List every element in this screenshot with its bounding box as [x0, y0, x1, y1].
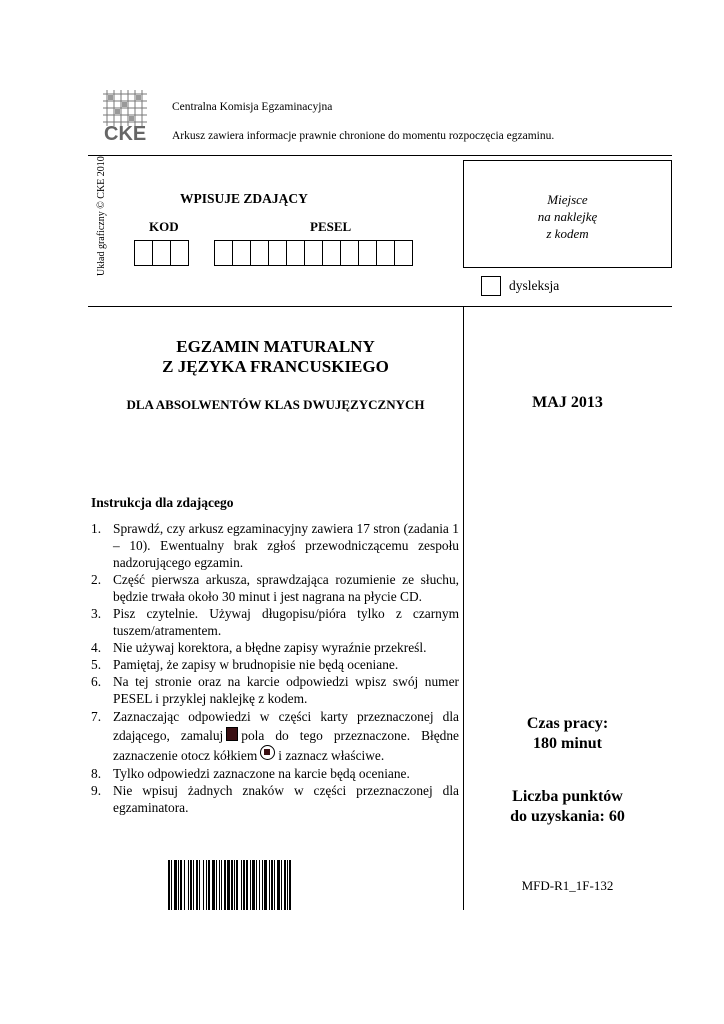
- pesel-box[interactable]: [286, 240, 305, 266]
- institution-name: Centralna Komisja Egzaminacyjna: [172, 101, 333, 113]
- barcode-bar: [284, 860, 286, 910]
- pesel-box[interactable]: [304, 240, 323, 266]
- max-points: [463, 787, 672, 827]
- pesel-box[interactable]: [250, 240, 269, 266]
- pesel-box[interactable]: [358, 240, 377, 266]
- barcode-bar: [250, 860, 251, 910]
- kod-boxes[interactable]: [135, 240, 189, 266]
- kod-box[interactable]: [152, 240, 171, 266]
- barcode-bar: [178, 860, 179, 910]
- barcode-bar: [193, 860, 194, 910]
- candidate-heading: WPISUJE ZDAJĄCY: [180, 191, 308, 206]
- instructions-heading: Instrukcja dla zdającego: [91, 495, 234, 510]
- middle-rule: [88, 306, 672, 307]
- barcode-bar: [212, 860, 215, 910]
- barcode-bar: [259, 860, 260, 910]
- barcode-bar: [174, 860, 177, 910]
- barcode-bar: [219, 860, 220, 910]
- barcode-bar: [269, 860, 270, 910]
- exam-title: [88, 337, 463, 377]
- barcode-bar: [262, 860, 263, 910]
- barcode-bar: [190, 860, 192, 910]
- top-rule: [88, 155, 672, 156]
- pesel-box[interactable]: [214, 240, 233, 266]
- barcode-bar: [203, 860, 204, 910]
- barcode-bar: [188, 860, 189, 910]
- instruction-item: 5. Pamiętaj, że zapisy w brudnopisie nie będą oceniane.: [91, 657, 399, 672]
- barcode-bar: [289, 860, 291, 910]
- kod-box[interactable]: [170, 240, 189, 266]
- barcode-bar: [236, 860, 238, 910]
- barcode-bar: [274, 860, 275, 910]
- barcode-bar: [208, 860, 210, 910]
- barcode-bar: [206, 860, 207, 910]
- confidential-notice: Arkusz zawiera informacje prawnie chronione do momentu rozpoczęcia egzaminu.: [172, 130, 555, 142]
- instruction-item: 8. Tylko odpowiedzi zaznaczone na karcie będą oceniane.: [91, 766, 410, 781]
- points-label: Liczba punktów: [512, 788, 623, 805]
- barcode-bar: [199, 860, 200, 910]
- barcode-bar: [196, 860, 198, 910]
- barcode-bar: [256, 860, 257, 910]
- barcode-bar: [224, 860, 226, 910]
- barcode-bar: [264, 860, 267, 910]
- dyslexia-label: dysleksja: [509, 278, 560, 293]
- barcode-bar: [216, 860, 217, 910]
- instruction-item: 1. Sprawdź, czy arkusz egzaminacyjny zawiera 17 stron (zadania 1 – 10). Ewentualny brak zgłoś przewodniczącemu zespołu nadzorującego egzamin.: [91, 521, 459, 570]
- sticker-line-2: na naklejkę: [537, 209, 598, 224]
- barcode-bar: [171, 860, 172, 910]
- pesel-box[interactable]: [322, 240, 341, 266]
- duration-value: 180 minut: [533, 735, 602, 752]
- pesel-box[interactable]: [394, 240, 413, 266]
- instruction-item: 3. Pisz czytelnie. Używaj długopisu/pióra tylko z czarnym tuszem/atramentem.: [91, 606, 459, 638]
- instruction-item: 7. Zaznaczając odpowiedzi w części karty przeznaczonej dla zdającego, zamaluj pola do tego przeznaczone. Błędne zaznaczenie otocz kółkiem i zaznacz właściwe.: [91, 709, 459, 763]
- circled-square-icon: [260, 745, 275, 760]
- graphic-layout-note: Układ graficzny © CKE 2010: [96, 156, 107, 276]
- points-value: do uzyskania: 60: [510, 808, 625, 825]
- barcode-bar: [241, 860, 242, 910]
- filled-square-icon: [226, 727, 238, 741]
- pesel-label: PESEL: [310, 219, 352, 234]
- exam-date: MAJ 2013: [532, 394, 603, 411]
- barcode-bar: [271, 860, 273, 910]
- instruction-item: 4. Nie używaj korektora, a błędne zapisy wyraźnie przekreśl.: [91, 640, 427, 655]
- barcode-bar: [277, 860, 280, 910]
- instruction-item: 6. Na tej stronie oraz na karcie odpowiedzi wpisz swój numer PESEL i przyklej naklejkę z kodem.: [91, 674, 459, 706]
- sticker-line-1: Miejsce: [547, 192, 588, 207]
- barcode-bar: [221, 860, 222, 910]
- barcode-bar: [168, 860, 170, 910]
- instructions-list: [91, 520, 459, 816]
- instruction-item: 2. Część pierwsza arkusza, sprawdzająca rozumienie ze słuchu, będzie trwała około 30 minut i jest nagrana na płycie CD.: [91, 572, 459, 604]
- kod-label: KOD: [149, 219, 179, 234]
- barcode-bar: [227, 860, 230, 910]
- dyslexia-checkbox[interactable]: [481, 276, 501, 296]
- exam-title-line-2: Z JĘZYKA FRANCUSKIEGO: [162, 357, 389, 376]
- kod-box[interactable]: [134, 240, 153, 266]
- pesel-boxes[interactable]: [215, 240, 413, 266]
- pesel-box[interactable]: [376, 240, 395, 266]
- barcode-bar: [281, 860, 282, 910]
- pesel-box[interactable]: [232, 240, 251, 266]
- cke-logo: [101, 86, 151, 144]
- duration-label: Czas pracy:: [526, 715, 609, 732]
- barcode-bar: [231, 860, 233, 910]
- exam-subtitle: DLA ABSOLWENTÓW KLAS DWUJĘZYCZNYCH: [126, 397, 425, 412]
- barcode-bar: [252, 860, 255, 910]
- barcode-bar: [234, 860, 235, 910]
- barcode: [168, 860, 375, 910]
- pesel-box[interactable]: [340, 240, 359, 266]
- pesel-box[interactable]: [268, 240, 287, 266]
- barcode-bar: [243, 860, 245, 910]
- code-sticker-area: [463, 160, 672, 268]
- barcode-bar: [184, 860, 185, 910]
- svg-text:CKE: CKE: [104, 123, 147, 144]
- exam-duration: [463, 714, 672, 754]
- barcode-bar: [287, 860, 288, 910]
- exam-title-line-1: EGZAMIN MATURALNY: [176, 337, 375, 356]
- barcode-bar: [246, 860, 248, 910]
- barcode-bar: [180, 860, 182, 910]
- sticker-line-3: z kodem: [546, 226, 589, 241]
- sheet-code: MFD-R1_1F-132: [521, 878, 614, 893]
- instruction-item: 9. Nie wpisuj żadnych znaków w części przeznaczonej dla egzaminatora.: [91, 783, 459, 815]
